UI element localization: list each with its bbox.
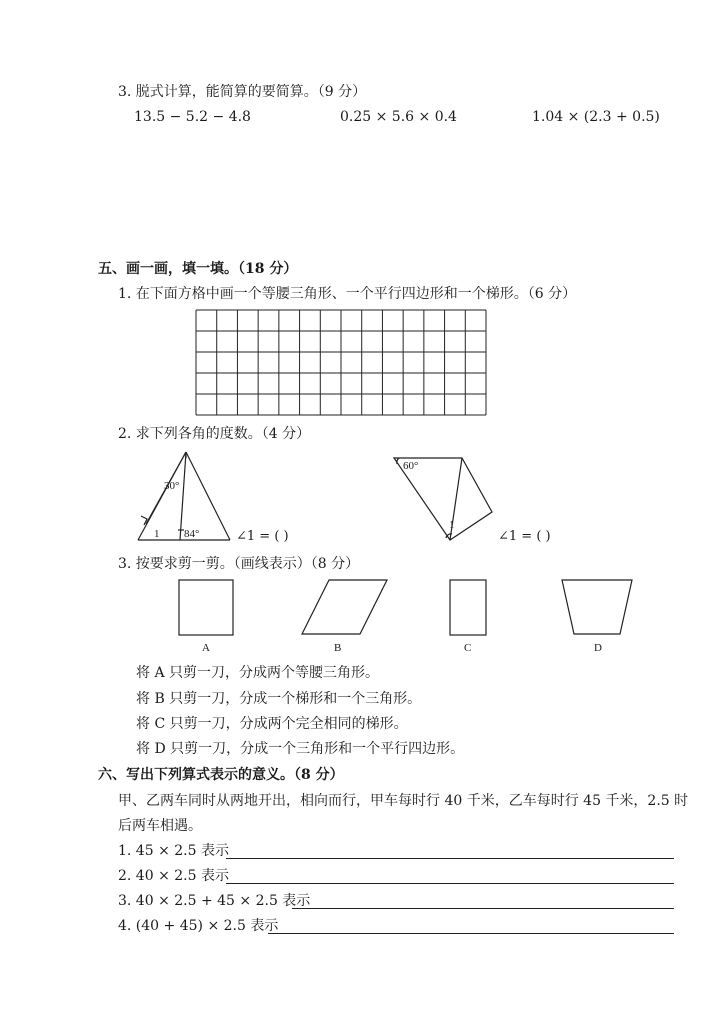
cut-instruction-c: 将 C 只剪一刀，分成两个完全相同的梯形。 — [136, 716, 408, 732]
sec6-item-1: 1. 45 × 2.5 表示 — [118, 843, 229, 859]
fig1-answer[interactable]: ∠1 = ( ) — [236, 529, 289, 544]
sec6-item-2: 2. 40 × 2.5 表示 — [118, 868, 229, 884]
sec6-item-3: 3. 40 × 2.5 + 45 × 2.5 表示 — [118, 893, 311, 909]
shape-c-rectangle — [450, 580, 486, 635]
fig1-angle-84: 84° — [184, 528, 200, 540]
sec6-problem-line2: 后两车相遇。 — [118, 818, 202, 834]
shape-label-d: D — [594, 642, 602, 654]
fig2-answer[interactable]: ∠1 = ( ) — [498, 529, 551, 544]
shape-b-parallelogram — [302, 580, 387, 634]
q3-header: 3. 脱式计算，能简算的要简算。（9 分） — [118, 84, 367, 100]
fig2-angle-mark: 1 — [449, 519, 455, 531]
answer-line-4[interactable] — [268, 933, 674, 934]
cut-instruction-d: 将 D 只剪一刀，分成一个三角形和一个平行四边形。 — [136, 741, 465, 757]
section5-title: 五、画一画，填一填。（18 分） — [98, 261, 298, 277]
sec5-q2: 2. 求下列各角的度数。（4 分） — [118, 426, 311, 442]
fig1-angle-mark: 1 — [154, 528, 160, 540]
shape-label-c: C — [464, 642, 472, 654]
shape-label-a: A — [202, 642, 210, 654]
shape-a-square — [179, 580, 233, 635]
answer-line-2[interactable] — [226, 883, 674, 884]
shape-d-trapezoid — [562, 580, 632, 634]
q3-expr-1: 13.5 − 5.2 − 4.8 — [134, 109, 251, 125]
q3-expr-3: 1.04 × (2.3 + 0.5) — [532, 109, 660, 125]
answer-line-3[interactable] — [292, 908, 674, 909]
sec5-q1: 1. 在下面方格中画一个等腰三角形、一个平行四边形和一个梯形。（6 分） — [118, 286, 577, 302]
sec5-q3: 3. 按要求剪一剪。（画线表示）（8 分） — [118, 556, 360, 572]
fig2-angle-60: 60° — [403, 460, 419, 472]
sec6-problem-line1: 甲、乙两车同时从两地开出，相向而行，甲车每时行 40 千米，乙车每时行 45 千米，2.5 时 — [118, 793, 689, 809]
cut-instruction-b: 将 B 只剪一刀，分成一个梯形和一个三角形。 — [136, 691, 422, 707]
sec6-item-4: 4. (40 + 45) × 2.5 表示 — [118, 918, 279, 934]
section6-title: 六、写出下列算式表示的意义。（8 分） — [98, 767, 344, 783]
fig1-angle-30: 30° — [164, 480, 180, 492]
shape-label-b: B — [334, 642, 342, 654]
q3-expr-2: 0.25 × 5.6 × 0.4 — [340, 109, 457, 125]
cut-instruction-a: 将 A 只剪一刀，分成两个等腰三角形。 — [136, 665, 380, 681]
answer-line-1[interactable] — [226, 858, 674, 859]
